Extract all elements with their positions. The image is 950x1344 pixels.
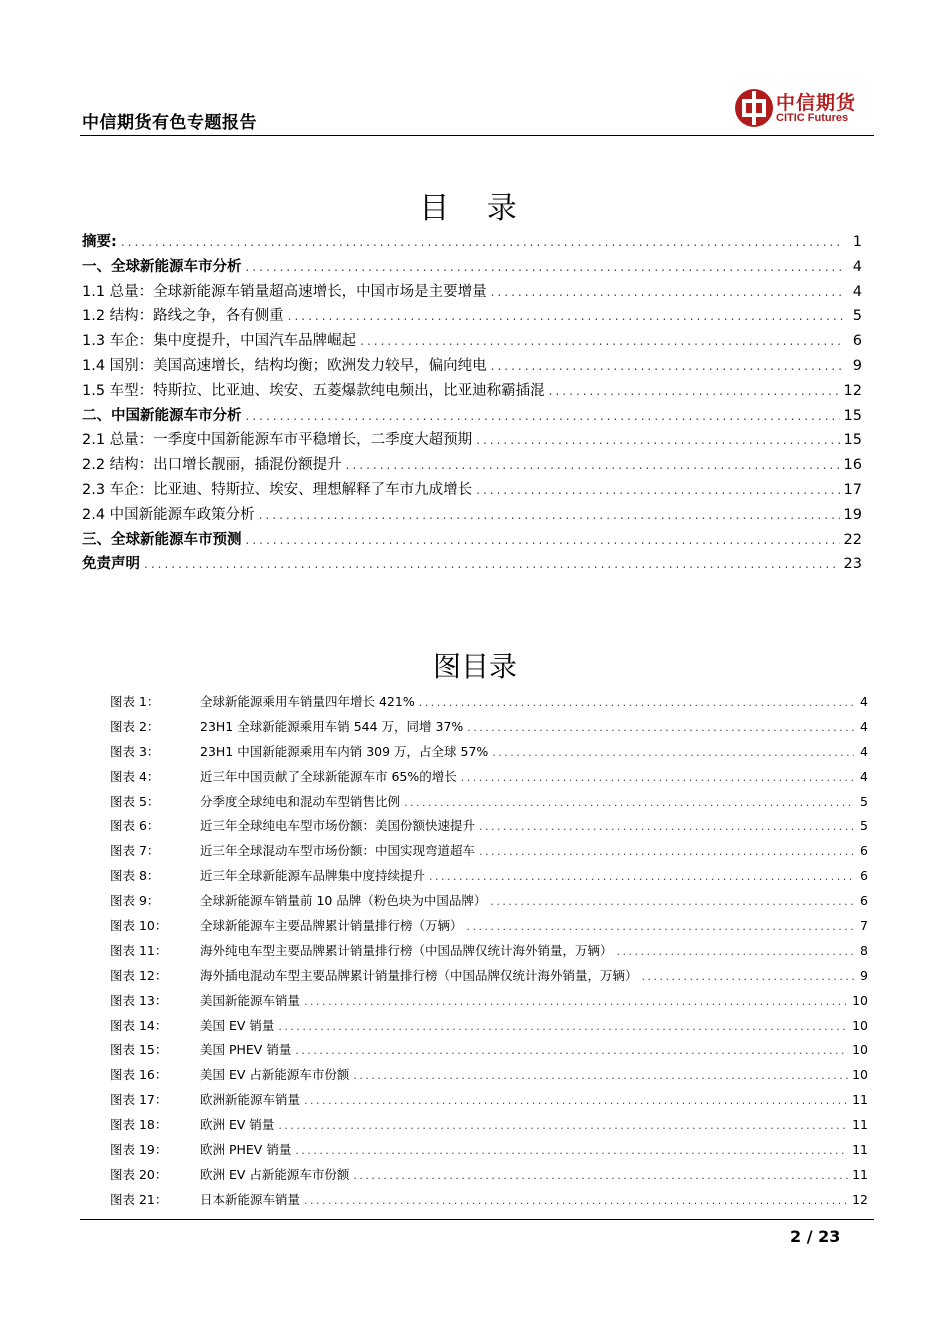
toc-entry[interactable] (82, 428, 862, 453)
figure-entry[interactable] (110, 767, 868, 792)
dot-leader (476, 433, 839, 447)
figure-entry-page: 11 (852, 1166, 868, 1182)
toc-entry-text: 免责声明 (82, 556, 140, 573)
figure-entry-label: 图表 14： (110, 1017, 168, 1033)
dot-leader (304, 1094, 848, 1107)
toc-entry-text: 二、中国新能源车市分析 (82, 407, 242, 424)
toc-entry-text: 1.5 车型：特斯拉、比亚迪、埃安、五菱爆款纯电频出，比亚迪称霸插混 (82, 382, 545, 399)
toc-entry-page: 16 (843, 457, 862, 474)
figure-entry-text: 全球新能源车主要品牌累计销量排行榜（万辆） (200, 918, 463, 934)
dot-leader (353, 1169, 848, 1182)
toc-entry-page: 12 (843, 382, 862, 399)
figure-entry-label: 图表 17： (110, 1092, 168, 1108)
table-of-contents (82, 230, 862, 577)
logo-text-cn: 中信期货 (776, 92, 857, 114)
toc-entry[interactable] (82, 329, 862, 354)
dot-leader (491, 285, 844, 299)
toc-entry[interactable] (82, 552, 862, 577)
footer-divider (80, 1219, 874, 1220)
toc-entry-text: 三、全球新能源车市预测 (82, 531, 242, 548)
toc-entry-page: 23 (843, 556, 862, 573)
toc-entry[interactable] (82, 230, 862, 255)
dot-leader (467, 920, 854, 933)
figure-entry-text: 欧洲 EV 销量 (200, 1117, 275, 1133)
dot-leader (246, 533, 840, 547)
figure-entry-page: 11 (852, 1092, 868, 1108)
figure-entry[interactable] (110, 966, 868, 991)
report-title: 中信期货有色专题报告 (82, 113, 257, 133)
toc-entry-page: 4 (852, 258, 862, 275)
figure-entry[interactable] (110, 841, 868, 866)
toc-entry-page: 19 (843, 506, 862, 523)
figure-entry-page: 4 (860, 718, 868, 734)
dot-leader (490, 895, 854, 908)
figure-entry-text: 全球新能源车销量前 10 品牌（粉色块为中国品牌） (200, 893, 487, 909)
dot-leader (353, 1069, 848, 1082)
figure-entry-text: 海外插电混动车型主要品牌累计销量排行榜（中国品牌仅统计海外销量，万辆） (200, 967, 638, 983)
figure-entry-text: 分季度全球纯电和混动车型销售比例 (200, 793, 401, 809)
figure-entry-text: 美国 EV 占新能源车市份额 (200, 1067, 350, 1083)
figure-entry-text: 欧洲 EV 占新能源车市份额 (200, 1166, 350, 1182)
figure-entry[interactable] (110, 742, 868, 767)
figure-entry[interactable] (110, 1115, 868, 1140)
dot-leader (549, 384, 840, 398)
figure-entry-text: 海外纯电车型主要品牌累计销量排行榜（中国品牌仅统计海外销量，万辆） (200, 942, 613, 958)
figure-entry[interactable] (110, 991, 868, 1016)
toc-entry[interactable] (82, 354, 862, 379)
toc-entry[interactable] (82, 453, 862, 478)
logo-text-en: CITIC Futures (776, 112, 849, 124)
dot-leader (288, 309, 844, 323)
figure-entry[interactable] (110, 891, 868, 916)
toc-entry-page: 22 (843, 531, 862, 548)
figure-entry-label: 图表 13： (110, 992, 168, 1008)
toc-entry-text: 2.4 中国新能源车政策分析 (82, 506, 255, 523)
figure-entry-text: 美国 EV 销量 (200, 1017, 275, 1033)
toc-entry-page: 1 (852, 234, 862, 250)
figure-entry[interactable] (110, 916, 868, 941)
toc-entry-text: 1.4 国别：美国高速增长，结构均衡；欧洲发力较早，偏向纯电 (82, 357, 487, 374)
figure-entry-label: 图表 21： (110, 1191, 168, 1207)
toc-entry-text: 2.3 车企：比亚迪、特斯拉、埃安、理想解释了车市九成增长 (82, 481, 473, 498)
figure-entry-label: 图表 2： (110, 718, 160, 734)
figure-entry-page: 6 (860, 868, 868, 884)
figure-entry-page: 7 (860, 918, 868, 934)
dot-leader (461, 771, 854, 784)
page-number: 2 / 23 (790, 1227, 841, 1246)
figure-entry-page: 4 (860, 743, 868, 759)
dot-leader (492, 746, 854, 759)
dot-leader (419, 696, 854, 709)
dot-leader (304, 995, 848, 1008)
dot-leader (144, 557, 840, 571)
dot-leader (121, 235, 844, 249)
figure-entry-text: 欧洲 PHEV 销量 (200, 1142, 292, 1158)
figure-entry[interactable] (110, 1165, 868, 1190)
figure-entry[interactable] (110, 1190, 868, 1215)
toc-entry[interactable] (82, 379, 862, 404)
figure-entry-page: 11 (852, 1142, 868, 1158)
figure-entry-text: 23H1 中国新能源乘用车内销 309 万，占全球 57% (200, 743, 489, 759)
figure-entry-text: 美国新能源车销量 (200, 992, 301, 1008)
toc-entry[interactable] (82, 304, 862, 329)
toc-entry-page: 9 (852, 357, 862, 374)
figure-entry-label: 图表 20： (110, 1166, 168, 1182)
toc-entry-text: 1.3 车企：集中度提升，中国汽车品牌崛起 (82, 333, 357, 350)
figure-entry-text: 近三年全球纯电车型市场份额：美国份额快速提升 (200, 818, 476, 834)
figure-entry-page: 5 (860, 793, 868, 809)
figure-entry-page: 11 (852, 1117, 868, 1133)
figure-entry[interactable] (110, 1065, 868, 1090)
figure-entry[interactable] (110, 792, 868, 817)
figure-entry-page: 6 (860, 893, 868, 909)
figure-entry-page: 10 (852, 1067, 868, 1083)
dot-leader (360, 334, 844, 348)
figure-entry-label: 图表 5： (110, 793, 160, 809)
toc-entry-text: 1.2 结构：路线之争，各有侧重 (82, 308, 284, 325)
figure-entry[interactable] (110, 1090, 868, 1115)
figure-entry-page: 9 (860, 967, 868, 983)
dot-leader (617, 945, 854, 958)
figure-entry-label: 图表 15： (110, 1042, 168, 1058)
toc-entry-page: 6 (852, 333, 862, 350)
figure-entry-label: 图表 1： (110, 694, 160, 709)
toc-entry-text: 2.1 总量：一季度中国新能源车市平稳增长，二季度大超预期 (82, 432, 473, 449)
figure-entry[interactable] (110, 717, 868, 742)
dot-leader (404, 796, 854, 809)
figure-entry-text: 日本新能源车销量 (200, 1191, 301, 1207)
dot-leader (476, 483, 839, 497)
figure-entry-label: 图表 10： (110, 918, 168, 934)
toc-entry-page: 15 (843, 407, 862, 424)
figure-entry-text: 近三年全球新能源车品牌集中度持续提升 (200, 868, 426, 884)
figure-entry-label: 图表 3： (110, 743, 160, 759)
figure-entry-page: 10 (852, 1042, 868, 1058)
figure-entry-page: 8 (860, 942, 868, 958)
figure-entry-label: 图表 4： (110, 768, 160, 784)
dot-leader (246, 260, 845, 274)
figure-entry-label: 图表 16： (110, 1067, 168, 1083)
header-divider (80, 135, 874, 136)
figure-entry-page: 4 (860, 768, 868, 784)
figure-entry[interactable] (110, 941, 868, 966)
figure-entry-text: 近三年全球混动车型市场份额：中国实现弯道超车 (200, 843, 476, 859)
figure-entry[interactable] (110, 1016, 868, 1041)
figure-entry-page: 6 (860, 843, 868, 859)
dot-leader (295, 1144, 848, 1157)
toc-entry-page: 15 (843, 432, 862, 449)
dot-leader (479, 820, 854, 833)
toc-entry-page: 5 (852, 308, 862, 325)
toc-entry-text: 2.2 结构：出口增长靓丽，插混份额提升 (82, 457, 342, 474)
toc-entry[interactable] (82, 255, 862, 280)
figure-entry-label: 图表 6： (110, 818, 160, 834)
toc-entry-text: 1.1 总量：全球新能源车销量超高速增长，中国市场是主要增量 (82, 283, 487, 300)
toc-entry-page: 4 (852, 283, 862, 300)
figure-entry-label: 图表 9： (110, 893, 160, 909)
dot-leader (278, 1020, 848, 1033)
figure-entry-text: 23H1 全球新能源乘用车销 544 万，同增 37% (200, 718, 464, 734)
toc-entry[interactable] (82, 478, 862, 503)
figure-entry[interactable] (110, 866, 868, 891)
toc-entry[interactable] (82, 528, 862, 553)
dot-leader (346, 458, 840, 472)
figure-entry-text: 近三年中国贡献了全球新能源车市 65%的增长 (200, 768, 457, 784)
dot-leader (467, 721, 854, 734)
dot-leader (491, 359, 844, 373)
figure-entry-page: 10 (852, 1017, 868, 1033)
figure-entry-text: 美国 PHEV 销量 (200, 1042, 292, 1058)
dot-leader (429, 870, 854, 883)
figure-entry-label: 图表 18： (110, 1117, 168, 1133)
figure-entry-page: 4 (860, 694, 868, 709)
dot-leader (642, 970, 854, 983)
figure-entry-label: 图表 19： (110, 1142, 168, 1158)
figure-entry[interactable] (110, 692, 868, 717)
toc-entry-page: 17 (843, 481, 862, 498)
toc-entry[interactable] (82, 280, 862, 305)
figure-entry-page: 5 (860, 818, 868, 834)
figure-entry[interactable] (110, 1040, 868, 1065)
dot-leader (295, 1044, 848, 1057)
figure-entry-label: 图表 8： (110, 868, 160, 884)
figure-entry-text: 欧洲新能源车销量 (200, 1092, 301, 1108)
toc-entry[interactable] (82, 404, 862, 429)
figure-entry-label: 图表 7： (110, 843, 160, 859)
figure-entry-page: 12 (852, 1191, 868, 1207)
dot-leader (246, 409, 840, 423)
dot-leader (259, 508, 840, 522)
dot-leader (479, 845, 854, 858)
figure-entry-text: 全球新能源乘用车销量四年增长 421% (200, 694, 415, 709)
toc-entry-text: 摘要: (82, 234, 117, 250)
figure-entry-label: 图表 12： (110, 967, 168, 983)
toc-entry[interactable] (82, 503, 862, 528)
figure-entry[interactable] (110, 1140, 868, 1165)
dot-leader (304, 1194, 848, 1207)
toc-entry-text: 一、全球新能源车市分析 (82, 258, 242, 275)
figure-entry[interactable] (110, 816, 868, 841)
figure-entry-page: 10 (852, 992, 868, 1008)
figure-list (110, 692, 868, 1215)
figure-list-title: 图目录 (432, 650, 517, 683)
toc-title: 目 录 (419, 191, 531, 226)
figure-entry-label: 图表 11： (110, 942, 168, 958)
dot-leader (278, 1119, 848, 1132)
